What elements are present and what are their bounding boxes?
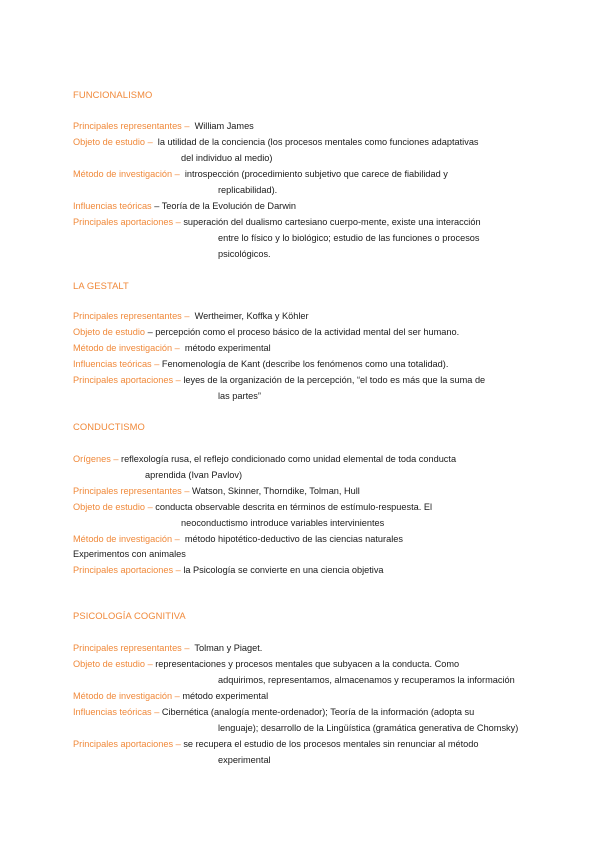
row-continuation: replicabilidad).: [218, 185, 278, 195]
row-continuation: entre lo físico y lo biológico; estudio de las funciones o procesos: [218, 233, 480, 243]
row-label: Principales aportaciones –: [73, 217, 181, 227]
row-label: Principales representantes –: [73, 121, 190, 131]
row-continuation: aprendida (Ivan Pavlov): [145, 470, 243, 480]
cognitiva-metodo: [73, 688, 540, 704]
row-label: Principales representantes –: [73, 486, 190, 496]
gestalt-aportaciones: [73, 372, 540, 388]
row-continuation: del individuo al medio): [181, 153, 273, 163]
row-label: Principales aportaciones –: [73, 565, 181, 575]
row-value: método experimental: [184, 343, 271, 353]
section-title-cognitiva: PSICOLOGÍA COGNITIVA: [73, 610, 186, 621]
row-continuation: las partes”: [218, 391, 261, 401]
row-label: Influencias teóricas –: [73, 707, 160, 717]
conductismo-representantes: [73, 483, 540, 499]
row-label: Influencias teóricas: [73, 201, 152, 211]
row-value: se recupera el estudio de los procesos mentales sin renunciar al método: [183, 739, 479, 749]
row-value: Tolman y Piaget.: [194, 643, 263, 653]
conductismo-experimentos: Experimentos con animales: [73, 549, 186, 559]
row-label: Influencias teóricas –: [73, 359, 160, 369]
row-continuation: psicológicos.: [218, 249, 271, 259]
row-continuation: neoconductismo introduce variables intervinientes: [181, 518, 385, 528]
row-continuation: adquirimos, representamos, almacenamos y recuperamos la información: [218, 675, 515, 685]
row-value: reflexología rusa, el reflejo condicionado como unidad elemental de toda conducta: [121, 454, 457, 464]
row-value: método hipotético-deductivo de las ciencias naturales: [184, 534, 403, 544]
row-label: Principales representantes –: [73, 311, 190, 321]
row-label: Método de investigación –: [73, 691, 180, 701]
conductismo-metodo: [73, 531, 540, 547]
row-continuation: lenguaje); desarrollo de la Lingüística (gramática generativa de Chomsky): [218, 723, 519, 733]
row-value: conducta observable descrita en términos de estímulo-respuesta. El: [155, 502, 433, 512]
gestalt-objeto: [73, 324, 540, 340]
row-label: Objeto de estudio –: [73, 137, 153, 147]
cognitiva-influencias: [73, 704, 540, 720]
row-value: Cibernética (analogía mente-ordenador); Teoría de la información (adopta su: [161, 707, 475, 717]
gestalt-representantes: [73, 308, 540, 324]
row-label: Método de investigación –: [73, 534, 180, 544]
gestalt-influencias: [73, 356, 540, 372]
funcionalismo-aportaciones: [73, 214, 540, 230]
conductismo-objeto: [73, 499, 540, 515]
row-value: leyes de la organización de la percepción, “el todo es más que la suma de: [183, 375, 486, 385]
funcionalismo-metodo: [73, 166, 540, 182]
conductismo-origenes: [73, 451, 540, 467]
cognitiva-objeto: [73, 656, 540, 672]
cognitiva-aportaciones: [73, 736, 540, 752]
section-title-gestalt: LA GESTALT: [73, 280, 129, 291]
row-value: representaciones y procesos mentales que subyacen a la conducta. Como: [155, 659, 460, 669]
row-label: Método de investigación –: [73, 169, 180, 179]
row-label: Principales aportaciones –: [73, 739, 181, 749]
row-label: Método de investigación –: [73, 343, 180, 353]
funcionalismo-influencias: [73, 198, 540, 214]
cognitiva-representantes: [73, 640, 540, 656]
section-title-conductismo: CONDUCTISMO: [73, 421, 145, 432]
row-value: superación del dualismo cartesiano cuerpo-mente, existe una interacción: [183, 217, 481, 227]
row-label: Principales representantes –: [73, 643, 190, 653]
row-value: Wertheimer, Koffka y Köhler: [194, 311, 309, 321]
row-value: Watson, Skinner, Thorndike, Tolman, Hull: [192, 486, 360, 496]
row-value: introspección (procedimiento subjetivo que carece de fiabilidad y: [184, 169, 448, 179]
funcionalismo-representantes: [73, 118, 540, 134]
row-label: Principales aportaciones –: [73, 375, 181, 385]
row-value: William James: [194, 121, 254, 131]
section-title-funcionalismo: FUNCIONALISMO: [73, 89, 153, 100]
conductismo-aportaciones: [73, 562, 540, 578]
row-value: la utilidad de la conciencia (los procesos mentales como funciones adaptativas: [157, 137, 479, 147]
row-value: – percepción como el proceso básico de la actividad mental del ser humano.: [147, 327, 460, 337]
row-label: Objeto de estudio: [73, 327, 146, 337]
row-value: – Teoría de la Evolución de Darwin: [154, 201, 297, 211]
funcionalismo-objeto: [73, 134, 540, 150]
row-value: la Psicología se convierte en una ciencia objetiva: [183, 565, 384, 575]
row-label: Orígenes –: [73, 454, 119, 464]
row-continuation: experimental: [218, 755, 271, 765]
row-value: método experimental: [182, 691, 269, 701]
row-label: Objeto de estudio –: [73, 502, 153, 512]
gestalt-metodo: [73, 340, 540, 356]
row-value: Fenomenología de Kant (describe los fenómenos como una totalidad).: [161, 359, 449, 369]
row-label: Objeto de estudio –: [73, 659, 153, 669]
